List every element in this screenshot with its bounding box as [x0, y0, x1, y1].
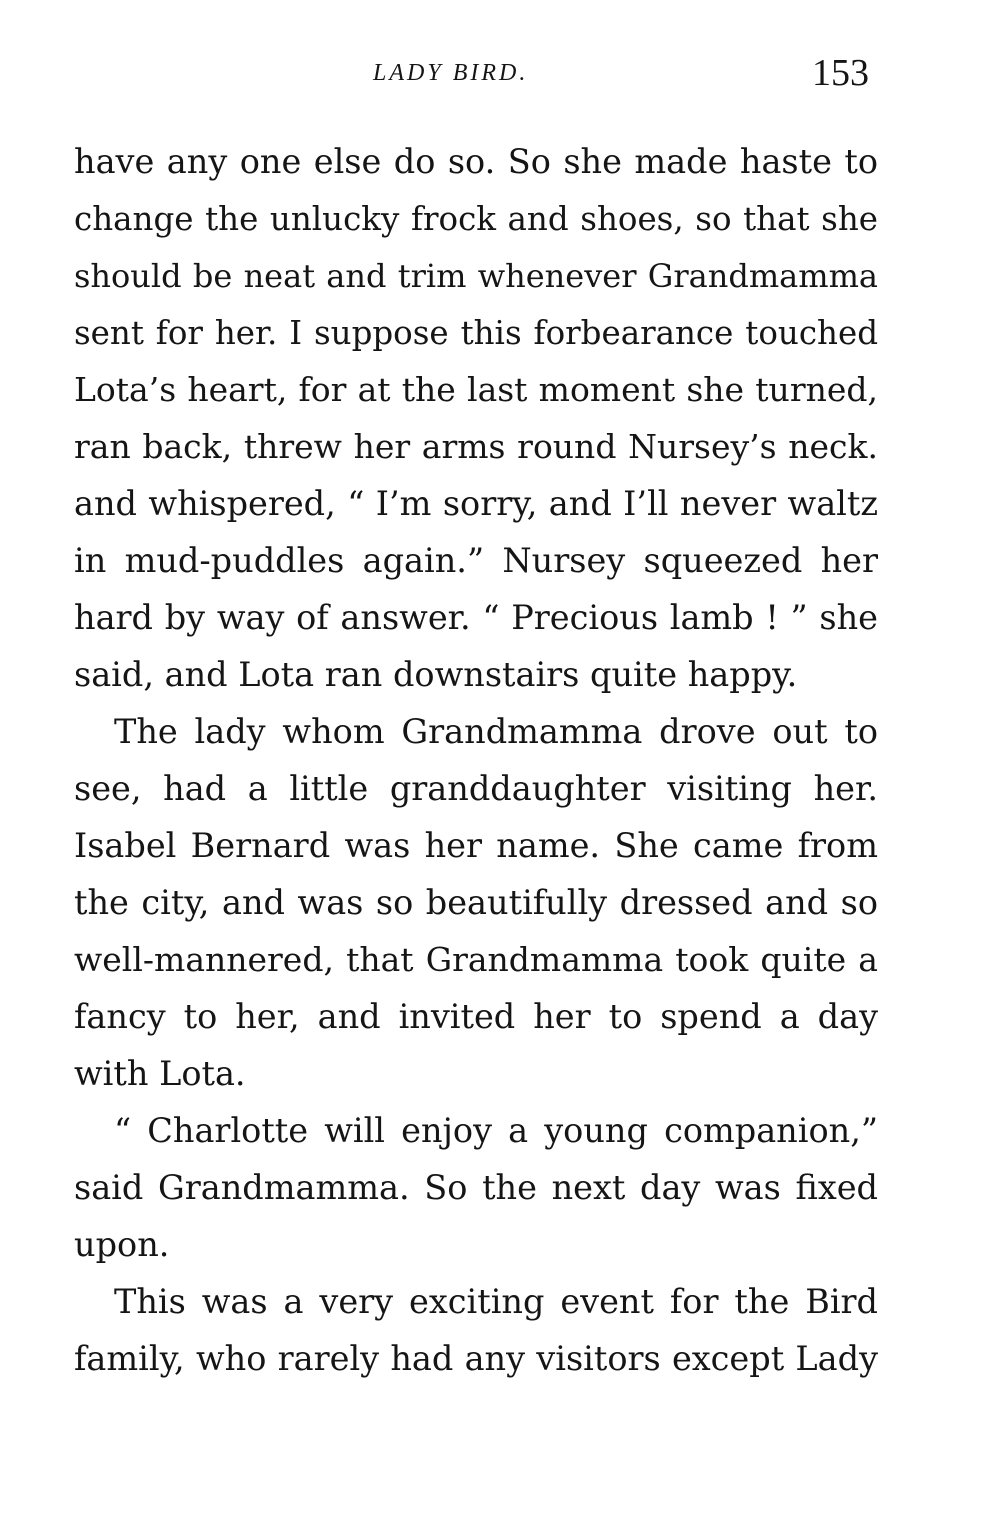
text-line: in mud-puddles again.” Nursey squeezed her	[74, 541, 878, 580]
text-line: Lota’s heart, for at the last moment she turned,	[74, 370, 878, 409]
text-line: and whispered, “ I’m sorry, and I’ll never waltz	[74, 484, 878, 523]
text-line: hard by way of answer. “ Precious lamb ! ” she	[74, 598, 878, 637]
text-line: well-mannered, that Grandmamma took quite a	[74, 940, 878, 979]
text-line: see, had a little granddaughter visiting her.	[74, 769, 878, 808]
text-line: family, who rarely had any visitors except Lady	[74, 1339, 878, 1378]
text-line: have any one else do so. So she made haste to	[74, 142, 878, 181]
text-line: sent for her. I suppose this forbearance touched	[74, 314, 878, 352]
text-line: Isabel Bernard was her name. She came from	[74, 826, 878, 865]
text-line: the city, and was so beautifully dressed and so	[74, 883, 878, 922]
text-line: This was a very exciting event for the Bird	[114, 1282, 878, 1321]
text-line: should be neat and trim whenever Grandmamma	[74, 257, 878, 295]
text-line: change the unlucky frock and shoes, so that she	[74, 200, 878, 238]
text-line: with Lota.	[74, 1054, 246, 1093]
text-line: The lady whom Grandmamma drove out to	[114, 712, 878, 751]
text-line: “ Charlotte will enjoy a young companion,”	[114, 1111, 878, 1150]
body-text	[74, 137, 878, 1391]
text-line: said Grandmamma. So the next day was fixed	[74, 1168, 878, 1207]
text-line: fancy to her, and invited her to spend a day	[74, 997, 878, 1036]
text-line: upon.	[74, 1225, 170, 1264]
running-title: LADY BIRD.	[373, 60, 529, 86]
page-number: 153	[812, 52, 869, 94]
text-line: said, and Lota ran downstairs quite happy.	[74, 655, 798, 694]
text-line: ran back, threw her arms round Nursey’s neck.	[74, 427, 878, 466]
